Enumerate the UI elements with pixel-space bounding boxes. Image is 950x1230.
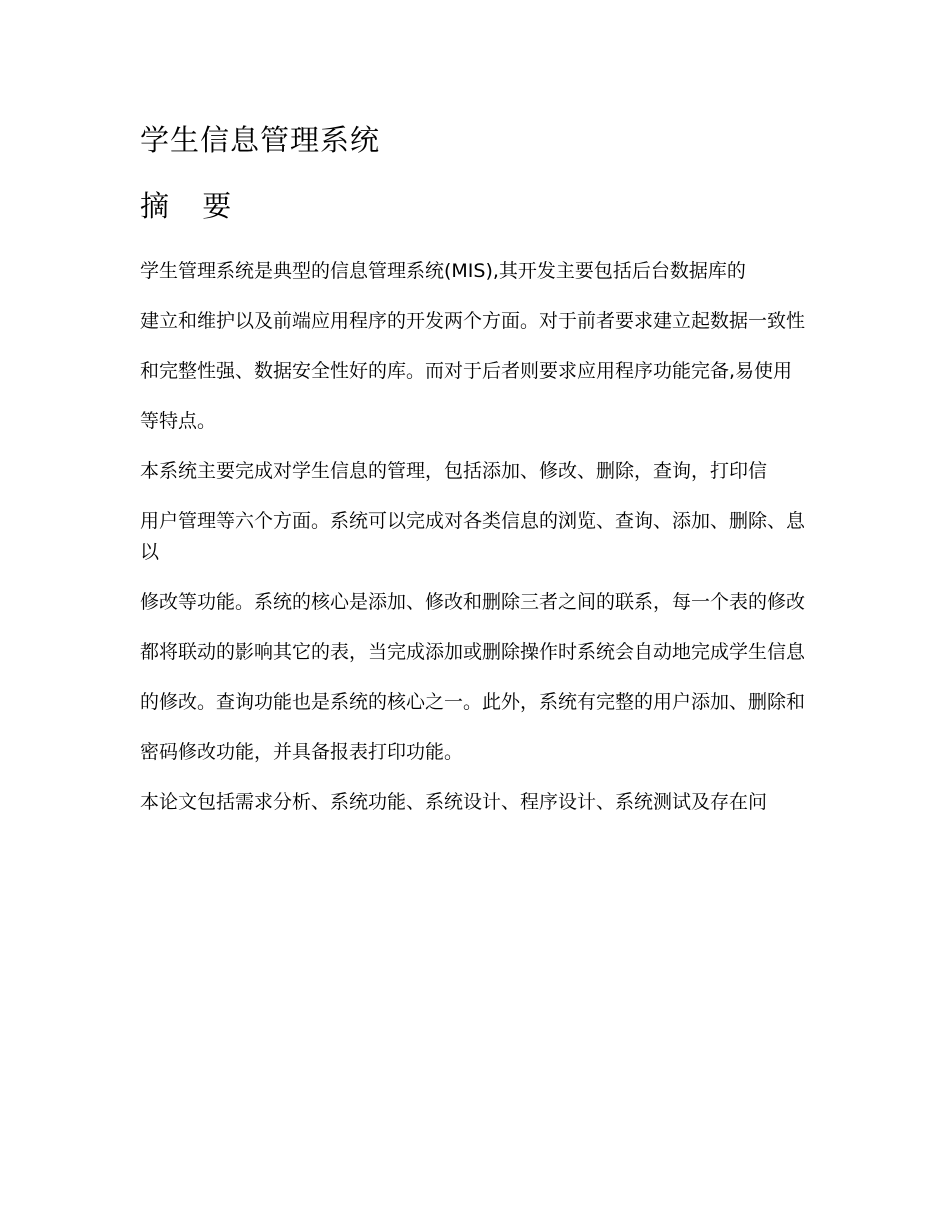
paragraph: 的修改。查询功能也是系统的核心之一。此外，系统有完整的用户添加、删除和: [140, 691, 806, 713]
paragraph: 等特点。: [140, 410, 217, 432]
document-title: 学生信息管理系统: [140, 123, 381, 157]
paragraph: 密码修改功能，并具备报表打印功能。: [140, 741, 464, 763]
document-body: [140, 118, 820, 837]
paragraph: 用户管理等六个方面。系统可以完成对各类信息的浏览、查询、添加、删除、息以: [140, 510, 806, 563]
paragraph: 建立和维护以及前端应用程序的开发两个方面。对于前者要求建立起数据一致性: [140, 310, 806, 332]
paragraph: 学生管理系统是典型的信息管理系统(MIS),其开发主要包括后台数据库的: [140, 260, 746, 282]
abstract-text: [140, 256, 820, 818]
paragraph: 都将联动的影响其它的表，当完成添加或删除操作时系统会自动地完成学生信息: [140, 641, 806, 663]
paragraph: 和完整性强、数据安全性好的库。而对于后者则要求应用程序功能完备,易使用: [140, 360, 793, 382]
paragraph: 本论文包括需求分析、系统功能、系统设计、程序设计、系统测试及存在问: [140, 791, 768, 813]
paragraph: 修改等功能。系统的核心是添加、修改和删除三者之间的联系，每一个表的修改: [140, 591, 806, 613]
paragraph: 本系统主要完成对学生信息的管理，包括添加、修改、删除，查询，打印信: [140, 460, 768, 482]
abstract-heading: 摘 要: [140, 189, 244, 223]
